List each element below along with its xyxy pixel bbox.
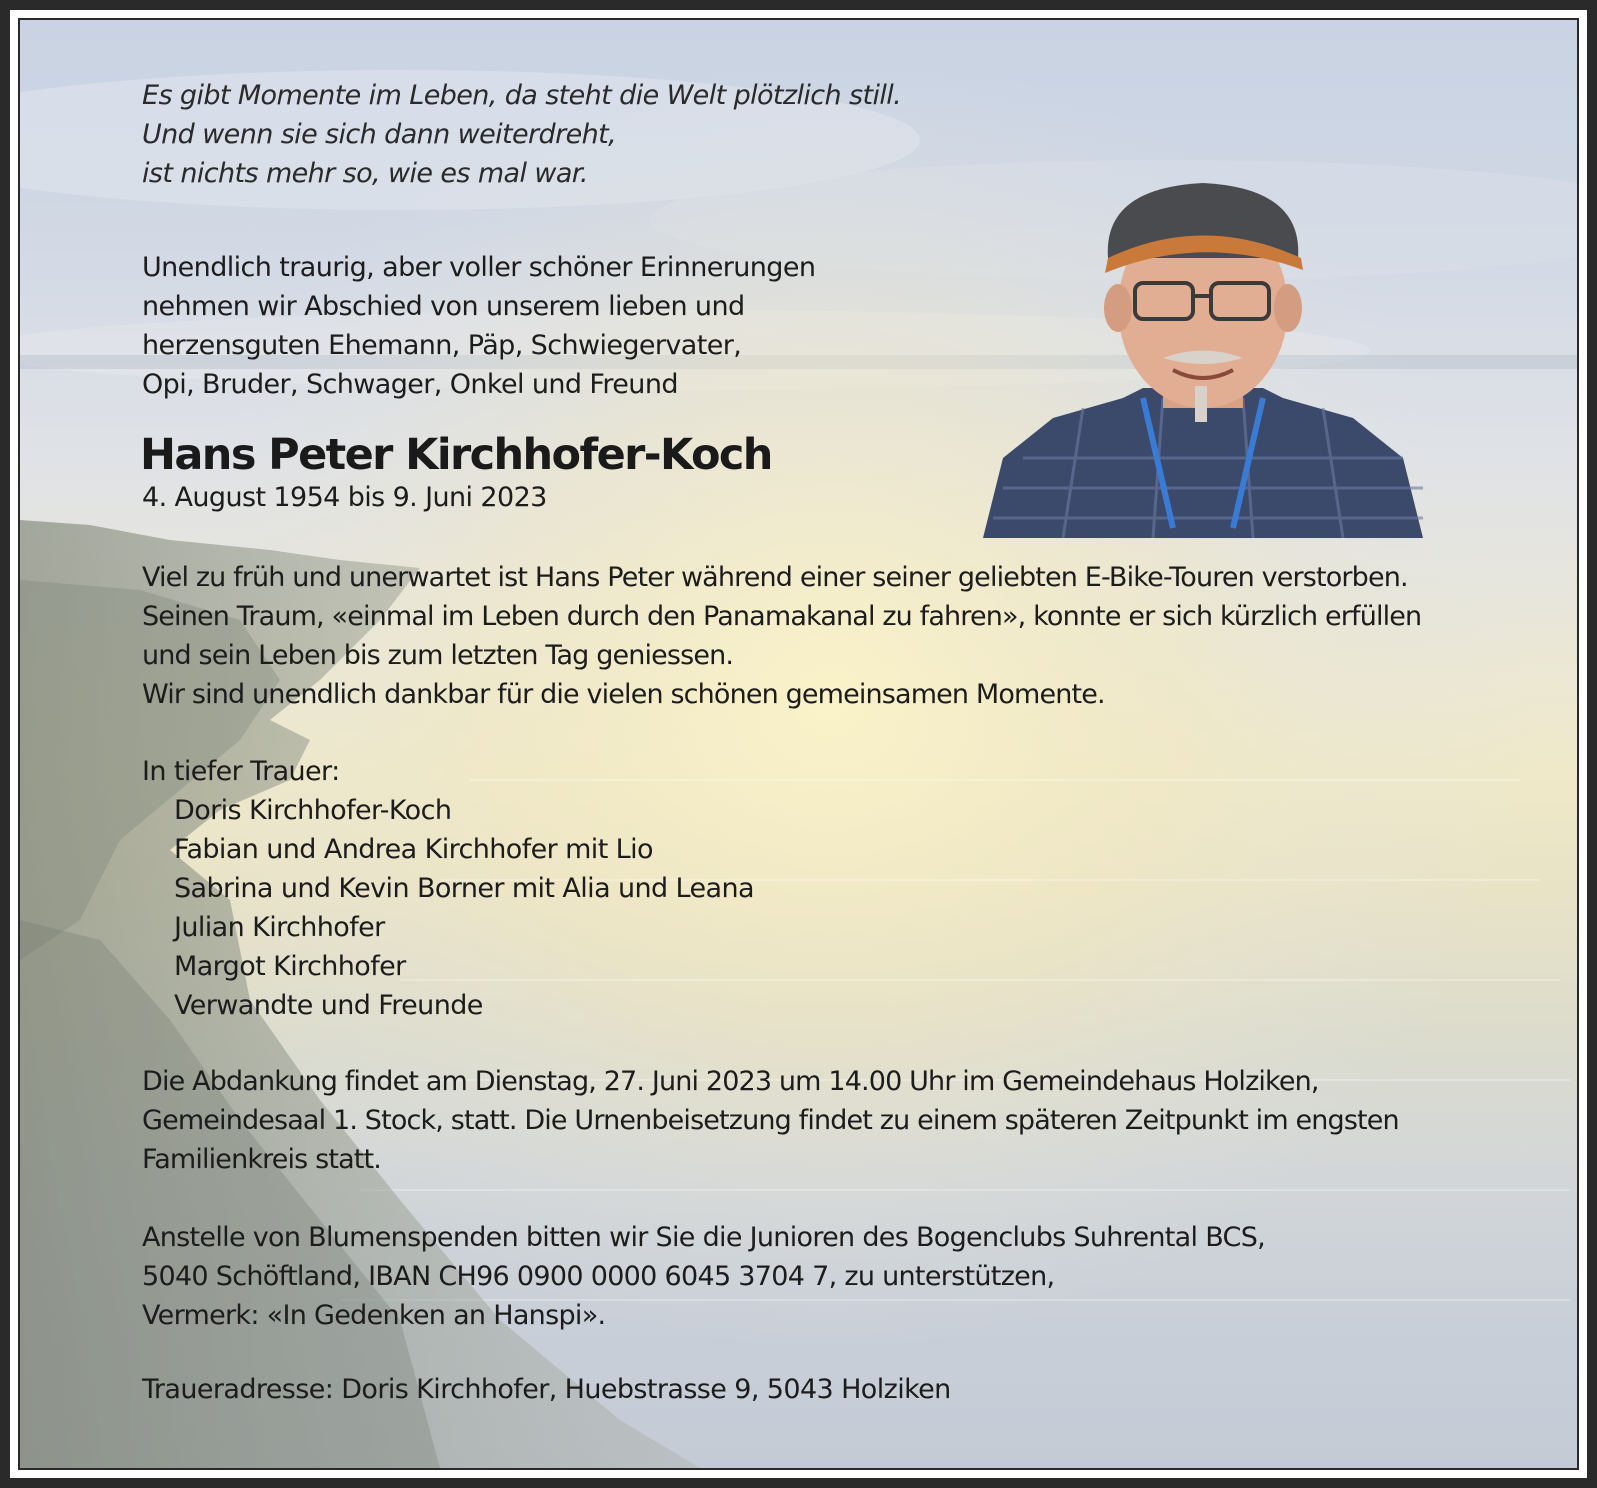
intro-line: herzensguten Ehemann, Päp, Schwiegervater, — [142, 330, 742, 361]
mourners-list — [142, 752, 754, 1025]
donation-line: Vermerk: «In Gedenken an Hanspi». — [142, 1300, 606, 1331]
mourner-item: Verwandte und Freunde — [174, 990, 483, 1021]
opening-quote — [142, 76, 901, 193]
mourners-heading: In tiefer Trauer: — [142, 756, 340, 787]
donation-line: Anstelle von Blumenspenden bitten wir Sie die Junioren des Bogenclubs Suhrental BCS, — [142, 1222, 1266, 1253]
quote-line: Es gibt Momente im Leben, da steht die Welt plötzlich still. — [142, 80, 902, 111]
intro-paragraph — [142, 248, 815, 404]
portrait-photo — [983, 158, 1423, 538]
body-line: und sein Leben bis zum letzten Tag geniessen. — [142, 640, 734, 671]
body-paragraph — [142, 558, 1421, 714]
mourner-item: Julian Kirchhofer — [174, 912, 385, 943]
service-line: Gemeindesaal 1. Stock, statt. Die Urnenbeisetzung findet zu einem späteren Zeitpunkt im engsten — [142, 1105, 1399, 1136]
mourner-item: Fabian und Andrea Kirchhofer mit Lio — [174, 834, 653, 865]
donation-paragraph — [142, 1218, 1265, 1335]
mourning-address: Traueradresse: Doris Kirchhofer, Huebstrasse 9, 5043 Holziken — [142, 1374, 951, 1405]
mourner-item: Sabrina und Kevin Borner mit Alia und Leana — [174, 873, 754, 904]
quote-line: Und wenn sie sich dann weiterdreht, — [142, 119, 617, 150]
intro-line: Opi, Bruder, Schwager, Onkel und Freund — [142, 369, 678, 400]
obituary-notice — [18, 18, 1579, 1470]
intro-line: Unendlich traurig, aber voller schöner Erinnerungen — [142, 252, 816, 283]
body-line: Seinen Traum, «einmal im Leben durch den Panamakanal zu fahren», konnte er sich kürzlich erfüllen — [142, 601, 1422, 632]
donation-line: 5040 Schöftland, IBAN CH96 0900 0000 6045 3704 7, zu unterstützen, — [142, 1261, 1055, 1292]
mourner-item: Doris Kirchhofer-Koch — [174, 795, 452, 826]
service-line: Familienkreis statt. — [142, 1144, 381, 1175]
deceased-name: Hans Peter Kirchhofer-Koch — [140, 430, 772, 480]
intro-line: nehmen wir Abschied von unserem lieben und — [142, 291, 745, 322]
mourner-item: Margot Kirchhofer — [174, 951, 406, 982]
body-line: Wir sind unendlich dankbar für die vielen schönen gemeinsamen Momente. — [142, 679, 1105, 710]
quote-line: ist nichts mehr so, wie es mal war. — [142, 158, 588, 189]
life-dates: 4. August 1954 bis 9. Juni 2023 — [142, 482, 547, 513]
service-line: Die Abdankung findet am Dienstag, 27. Juni 2023 um 14.00 Uhr im Gemeindehaus Holziken, — [142, 1066, 1319, 1097]
body-line: Viel zu früh und unerwartet ist Hans Peter während einer seiner geliebten E-Bike-Touren verstorben. — [142, 562, 1408, 593]
service-paragraph — [142, 1062, 1399, 1179]
